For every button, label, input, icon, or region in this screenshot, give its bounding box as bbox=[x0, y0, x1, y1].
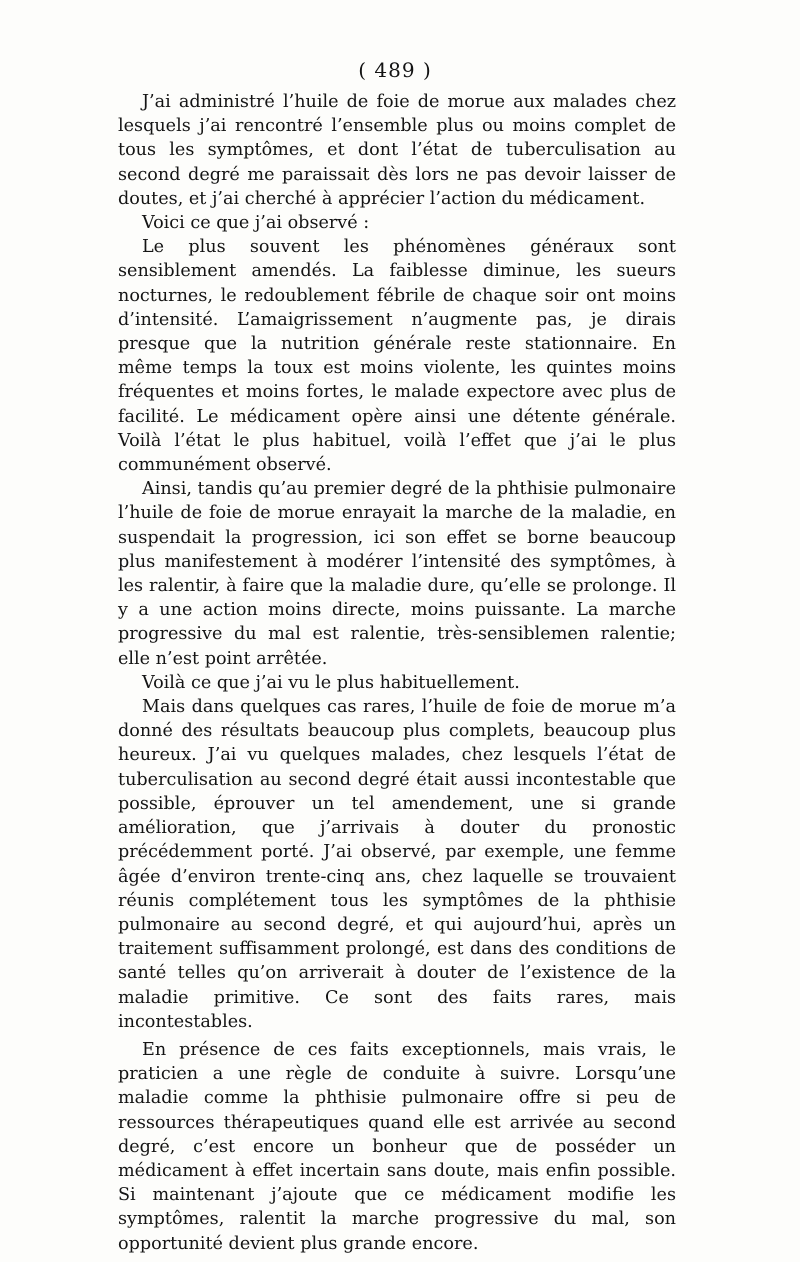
paragraph: Voici ce que j’ai observé : bbox=[142, 213, 370, 234]
page-number: ( 489 ) bbox=[358, 58, 432, 82]
paragraph: Le plus souvent les phénomènes généraux sont sensiblement amendés. La faiblesse diminue, les sueurs nocturnes, le redoublement fébrile de chaque soir ont moins d’intensité. L’amaigrissement n’augmente pas, je dirais presque que la nutrition générale reste stationnaire. En même temps la toux est moins violente, les quintes moins fréquentes et moins fortes, le malade expectore avec plus de facilité. Le médicament opère ainsi une détente générale. Voilà l’état le plus habituel, voilà l’effet que j’ai le plus communément observé. bbox=[118, 237, 676, 476]
paragraph: Mais dans quelques cas rares, l’huile de foie de morue m’a donné des résultats beaucoup plus complets, beaucoup plus heureux. J’ai vu quelques malades, chez lesquels l’état de tuberculisation au second degré était aussi incontestable que possible, éprouver un tel amendement, une si grande amélioration, que j’arrivais à douter du pronostic précédemment porté. J’ai observé, par exemple, une femme âgée d’environ trente-cinq ans, chez laquelle se trouvaient réunis complétement tous les symptômes de la phthisie pulmonaire au second degré, et qui aujourd’hui, après un traitement suffisamment prolongé, est dans des conditions de santé telles qu’on arriverait à douter de l’existence de la maladie primitive. Ce sont des faits rares, mais incontestables. bbox=[118, 697, 676, 1032]
paragraph: Ainsi, tandis qu’au premier degré de la phthisie pulmonaire l’huile de foie de morue enrayait la marche de la maladie, en suspendait la progression, ici son effet se borne beaucoup plus manifestement à modérer l’intensité des symptômes, à les ralentir, à faire que la maladie dure, qu’elle se prolonge. Il y a une action moins directe, moins puissante. La marche progressive du mal est ralentie, très-sensiblemen ralentie; elle n’est point arrêtée. bbox=[118, 479, 676, 669]
paragraph: En présence de ces faits exceptionnels, mais vrais, le praticien a une règle de conduite à suivre. Lorsqu’une maladie comme la phthisie pulmonaire offre si peu de ressources thérapeutiques quand elle est arrivée au second degré, c’est encore un bonheur que de posséder un médicament à effet incertain sans doute, mais enfin possible. Si maintenant j’ajoute que ce médicament modifie les symptômes, ralentit la marche progressive du mal, son opportunité devient plus grande encore. bbox=[118, 1039, 676, 1254]
paragraph: J’ai administré l’huile de foie de morue aux malades chez lesquels j’ai rencontré l’ensemble plus ou moins complet de tous les symptômes, et dont l’état de tuberculisation au second degré me paraissait dès lors ne pas devoir laisser de doutes, et j’ai cherché à apprécier l’action du médicament. bbox=[118, 92, 676, 209]
body-text bbox=[118, 90, 676, 1256]
paragraph: Voilà ce que j’ai vu le plus habituellement. bbox=[142, 672, 520, 693]
